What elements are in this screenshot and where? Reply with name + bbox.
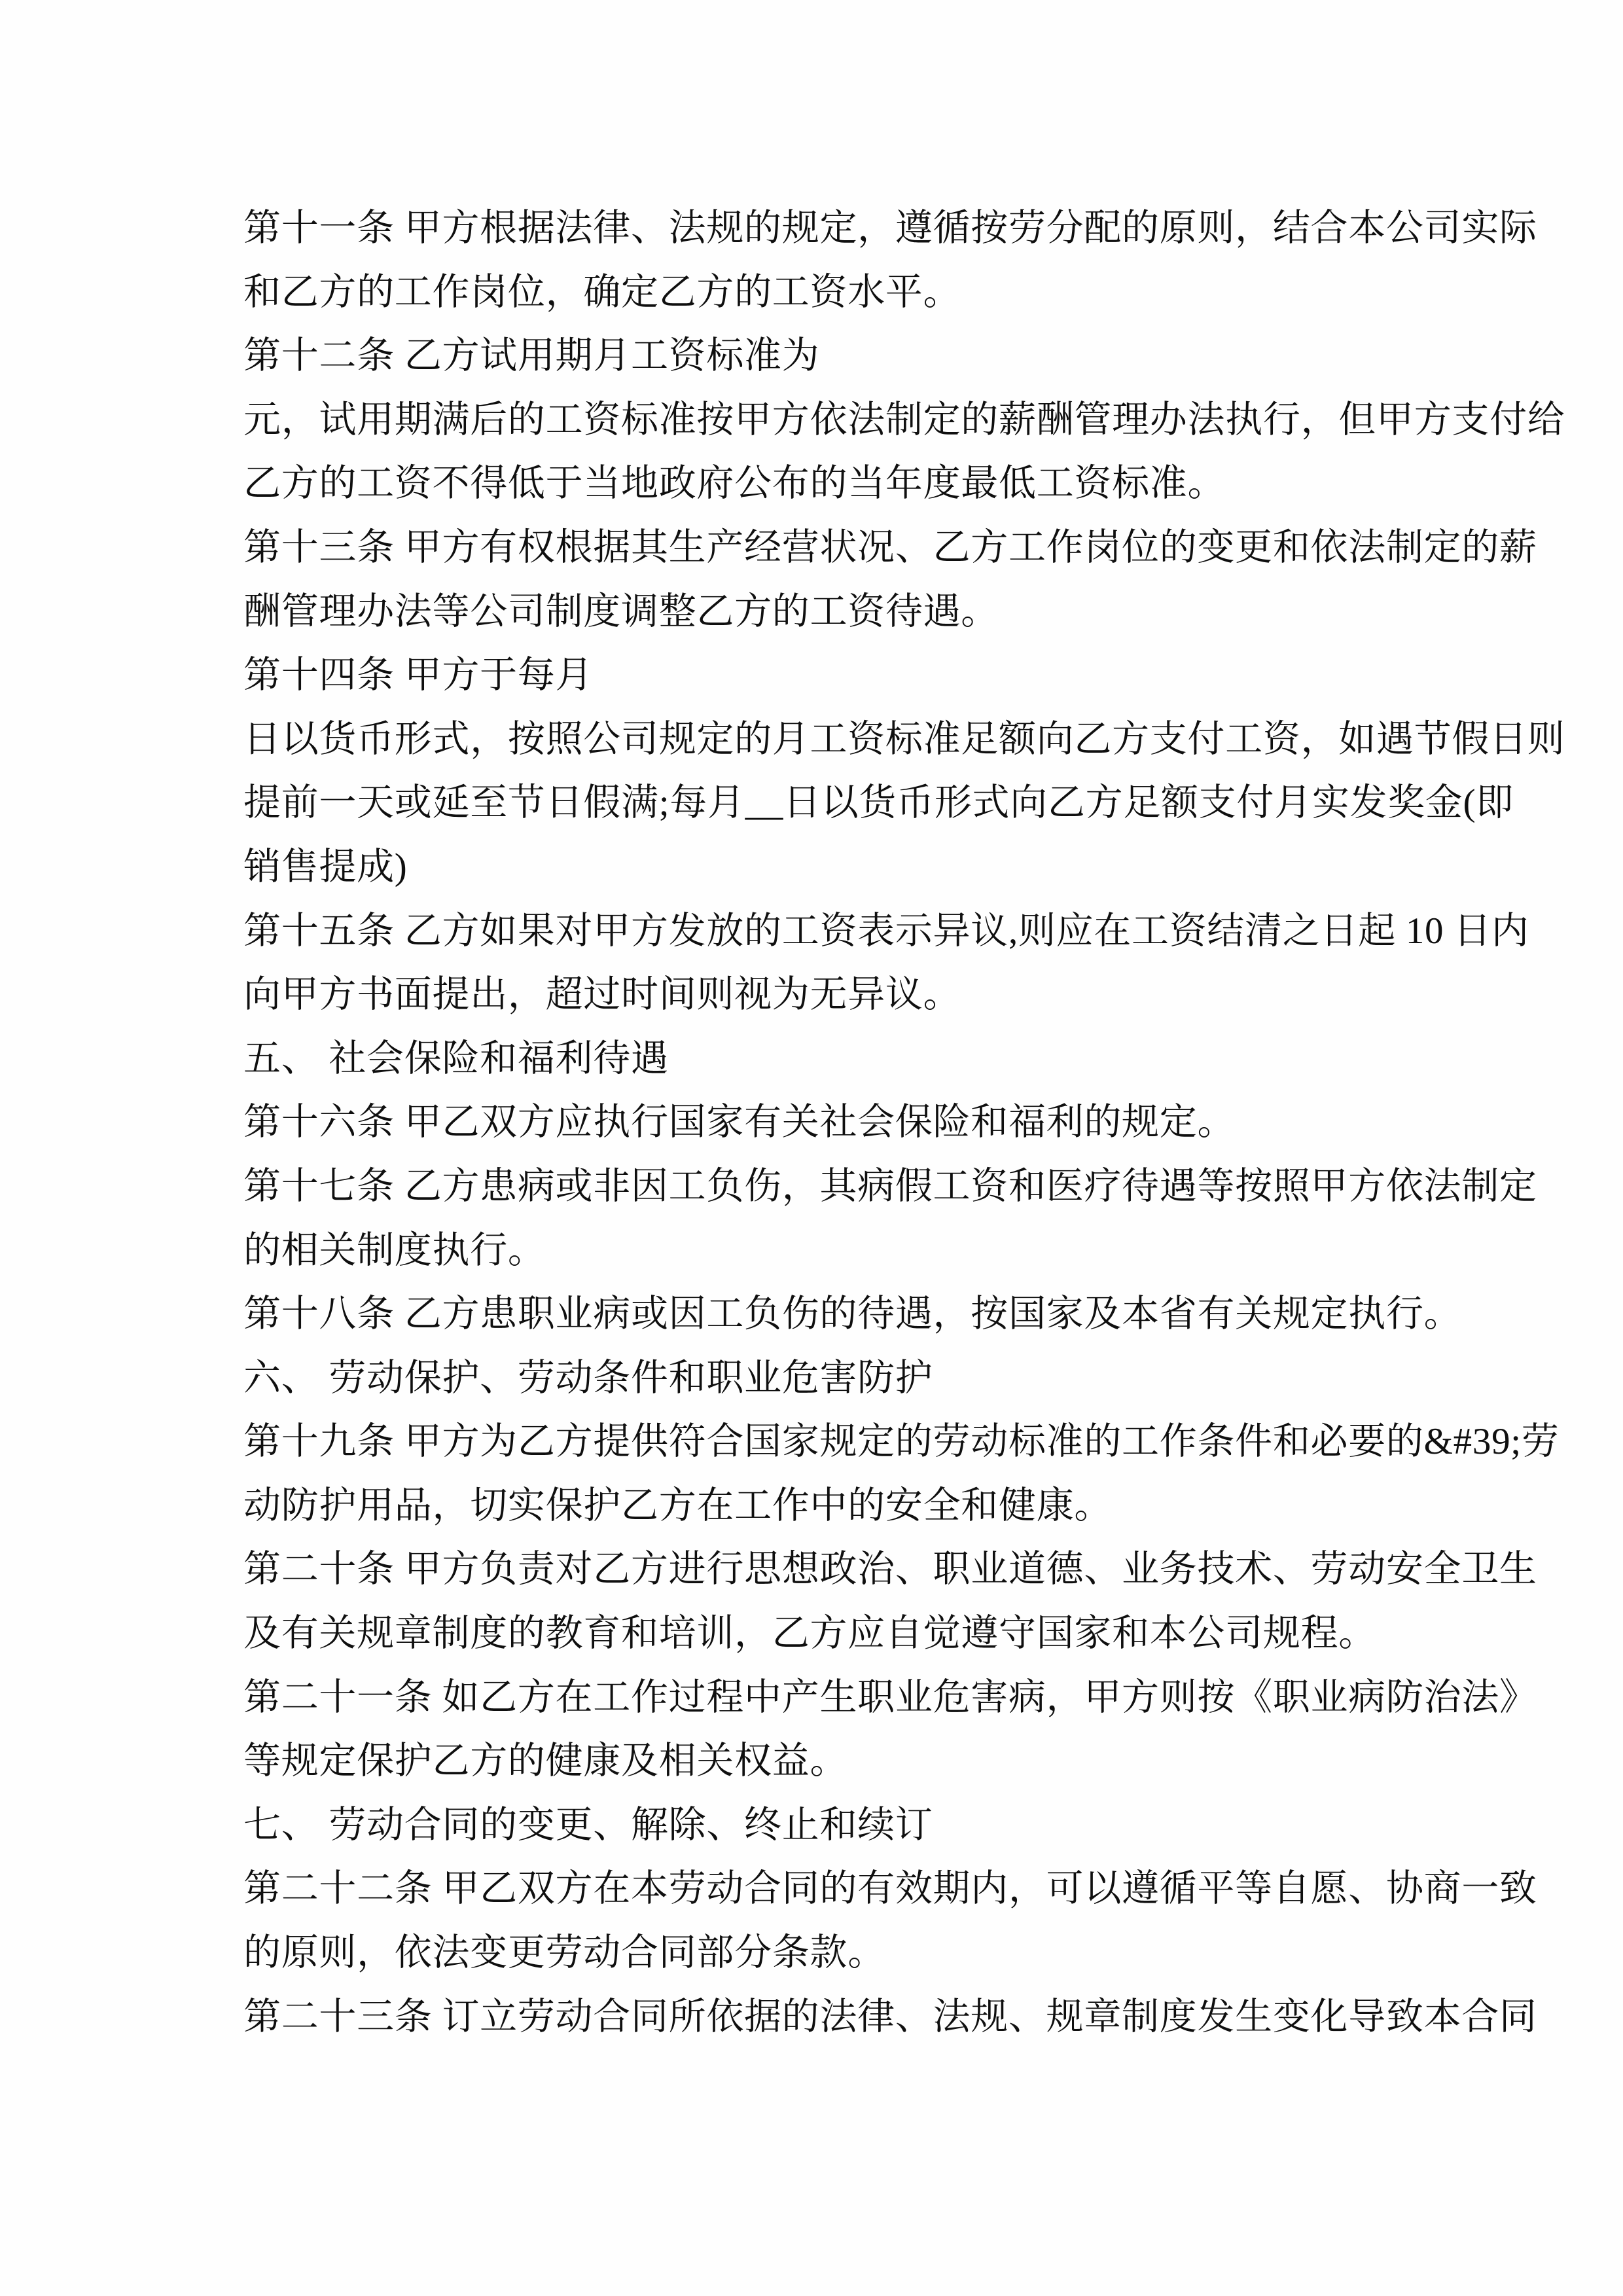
document-line: 第二十二条 甲乙双方在本劳动合同的有效期内，可以遵循平等自愿、协商一致: [243, 1868, 1537, 1910]
document-line: 销售提成): [243, 846, 408, 888]
document-line: 等规定保护乙方的健康及相关权益。: [243, 1740, 848, 1782]
document-line: 的原则，依法变更劳动合同部分条款。: [243, 1932, 885, 1974]
document-line: 第二十一条 如乙方在工作过程中产生职业危害病，甲方则按《职业病防治法》: [243, 1676, 1537, 1718]
document-line: 第十七条 乙方患病或非因工负伤，其病假工资和医疗待遇等按照甲方依法制定: [243, 1165, 1537, 1207]
document-line: 日以货币形式，按照公司规定的月工资标准足额向乙方支付工资，如遇节假日则: [243, 718, 1565, 760]
document-line: 第十九条 甲方为乙方提供符合国家规定的劳动标准的工作条件和必要的&#39;劳: [243, 1421, 1560, 1463]
document-line: 第十三条 甲方有权根据其生产经营状况、乙方工作岗位的变更和依法制定的薪: [243, 526, 1537, 568]
document-line: 第十四条 甲方于每月: [243, 655, 594, 696]
document-line: 酬管理办法等公司制度调整乙方的工资待遇。: [243, 590, 999, 632]
document-section-heading: 六、 劳动保护、劳动条件和职业危害防护: [243, 1357, 933, 1399]
document-line: 第十五条 乙方如果对甲方发放的工资表示异议,则应在工资结清之日起 10 日内: [243, 910, 1529, 952]
document-line: 第十一条 甲方根据法律、法规的规定，遵循按劳分配的原则，结合本公司实际: [243, 207, 1537, 249]
document-line: 和乙方的工作岗位，确定乙方的工资水平。: [243, 271, 961, 313]
document-section-heading: 七、 劳动合同的变更、解除、终止和续订: [243, 1804, 933, 1846]
document-line: 第十八条 乙方患职业病或因工负伤的待遇，按国家及本省有关规定执行。: [243, 1293, 1462, 1335]
document-line: 第二十条 甲方负责对乙方进行思想政治、职业道德、业务技术、劳动安全卫生: [243, 1549, 1537, 1590]
document-line: 提前一天或延至节日假满;每月__日以货币形式向乙方足额支付月实发奖金(即: [243, 782, 1514, 824]
document-line: 第二十三条 订立劳动合同所依据的法律、法规、规章制度发生变化导致本合同: [243, 1996, 1537, 2037]
document-line: 第十六条 甲乙双方应执行国家有关社会保险和福利的规定。: [243, 1102, 1236, 1143]
document-line: 元，试用期满后的工资标准按甲方依法制定的薪酬管理办法执行，但甲方支付给: [243, 399, 1565, 440]
document-line: 第十二条 乙方试用期月工资标准为: [243, 335, 820, 377]
document-line: 动防护用品，切实保护乙方在工作中的安全和健康。: [243, 1484, 1113, 1526]
document-line: 的相关制度执行。: [243, 1229, 546, 1271]
document-line: 向甲方书面提出，超过时间则视为无异议。: [243, 974, 961, 1016]
document-line: 乙方的工资不得低于当地政府公布的当年度最低工资标准。: [243, 463, 1226, 505]
document-section-heading: 五、 社会保险和福利待遇: [243, 1037, 669, 1079]
document-line: 及有关规章制度的教育和培训，乙方应自觉遵守国家和本公司规程。: [243, 1613, 1376, 1655]
